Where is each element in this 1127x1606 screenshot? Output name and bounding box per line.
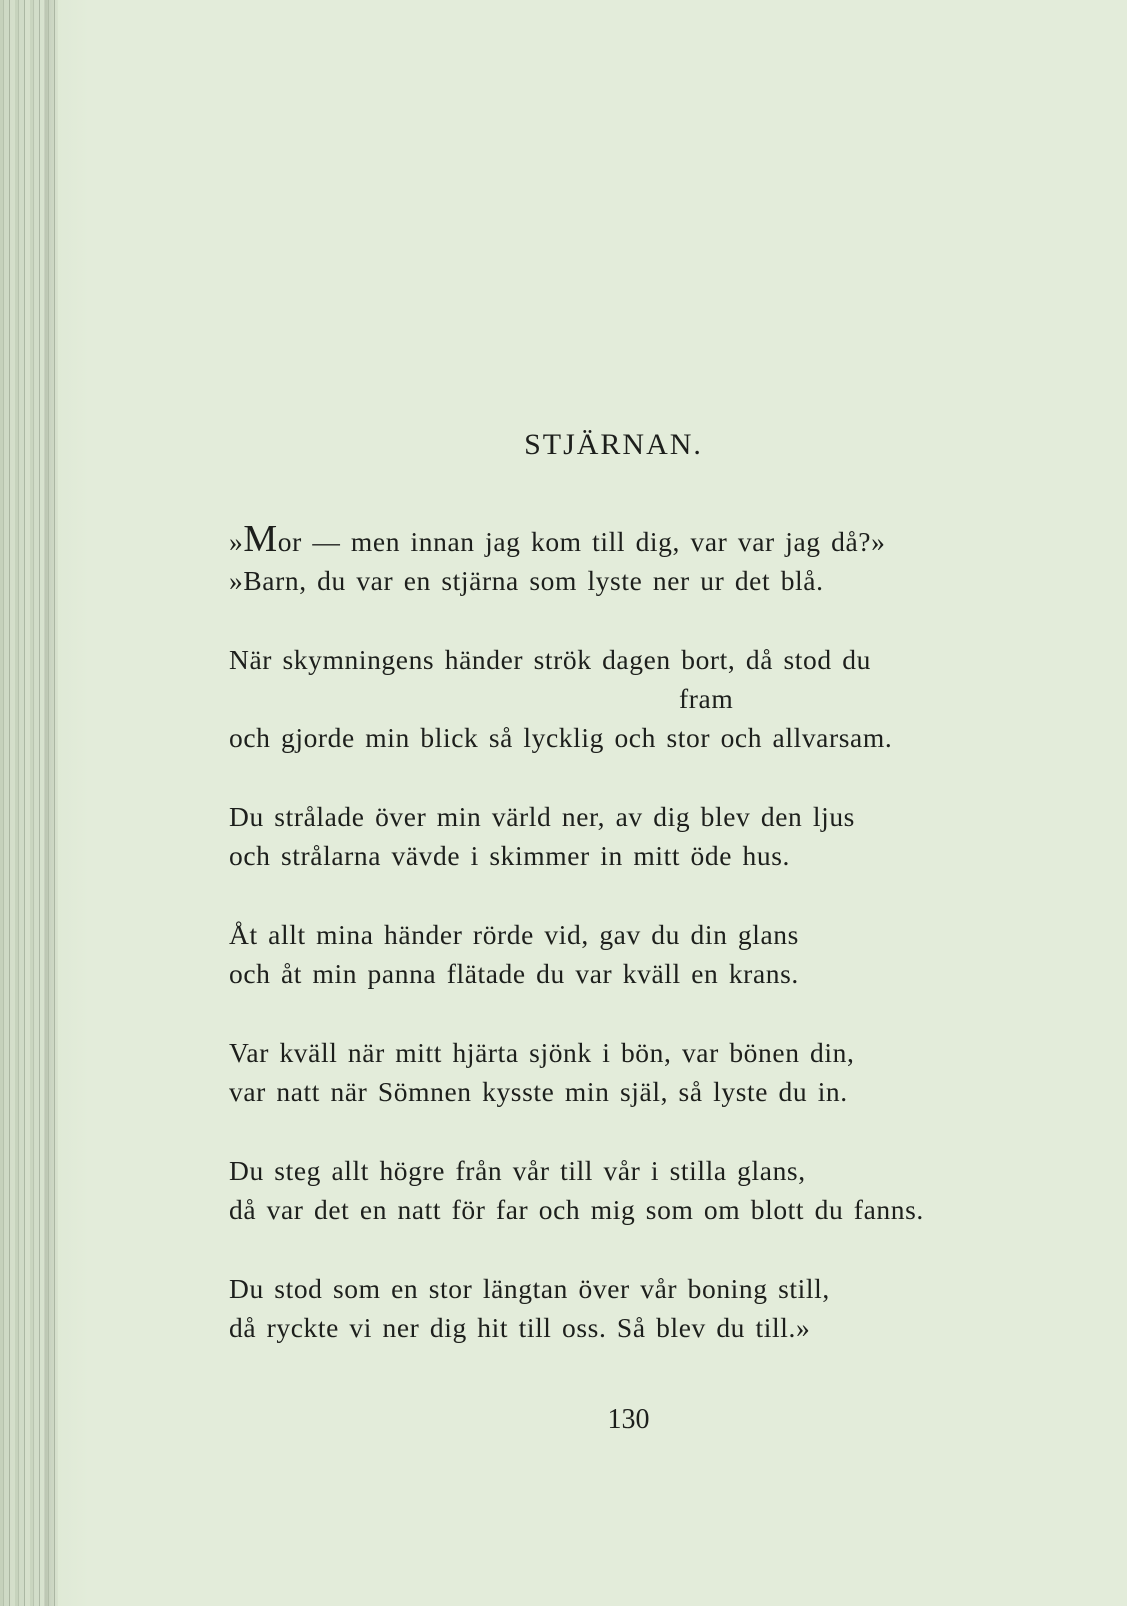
poem-line: Åt allt mina händer rörde vid, gav du din glans	[229, 919, 799, 950]
poem-line: Du stod som en stor längtan över vår boning still,	[229, 1273, 830, 1304]
stanza	[229, 640, 1029, 757]
stanza	[229, 797, 1029, 875]
poem-line: och gjorde min blick så lycklig och stor och allvarsam.	[229, 722, 893, 753]
poem-line-continuation: fram	[679, 683, 734, 714]
poem-line: och strålarna vävde i skimmer in mitt öde hus.	[229, 840, 790, 871]
poem-title: STJÄRNAN.	[524, 428, 703, 461]
stanza	[229, 1033, 1029, 1111]
page-number: 130	[607, 1404, 650, 1435]
poem-line: »Barn, du var en stjärna som lyste ner ur det blå.	[229, 565, 824, 596]
stanza	[229, 1151, 1029, 1229]
poem-line: då ryckte vi ner dig hit till oss. Så blev du till.»	[229, 1312, 811, 1343]
poem-line: och åt min panna flätade du var kväll en krans.	[229, 958, 799, 989]
line-rest: or — men innan jag kom till dig, var var jag då?»	[277, 526, 886, 557]
poem-line: Var kväll när mitt hjärta sjönk i bön, var bönen din,	[229, 1037, 855, 1068]
stanza	[229, 1269, 1029, 1347]
poem-line: När skymningens händer strök dagen bort, då stod du	[229, 644, 871, 675]
open-quote: »	[229, 526, 244, 557]
poem-line: Du strålade över min värld ner, av dig blev den ljus	[229, 801, 855, 832]
poem-line: då var det en natt för far och mig som om blott du fanns.	[229, 1194, 924, 1225]
poem-line: Du steg allt högre från vår till vår i stilla glans,	[229, 1155, 806, 1186]
poem-line	[229, 520, 1029, 561]
stanza	[229, 520, 1029, 600]
stanza	[229, 915, 1029, 993]
poem-line: var natt när Sömnen kysste min själ, så lyste du in.	[229, 1076, 848, 1107]
poem-body	[229, 520, 1029, 1387]
drop-cap: M	[243, 518, 278, 560]
page-edges	[0, 0, 58, 1606]
